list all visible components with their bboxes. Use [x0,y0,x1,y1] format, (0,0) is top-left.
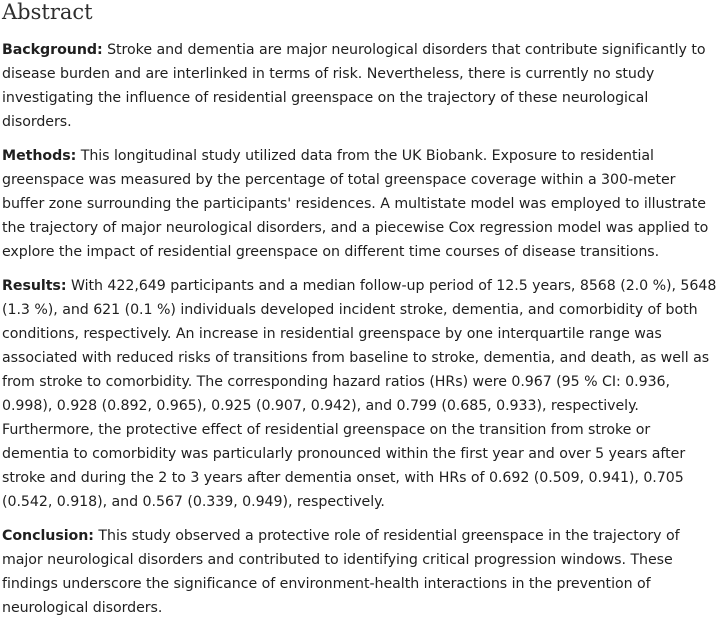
conclusion-label: Conclusion: [2,528,94,544]
results-label: Results: [2,278,67,294]
conclusion-text: This study observed a protective role of residential greenspace in the trajectory of major neurological disorders and contributed to identifying critical progression windows. These findings underscore the significance of environment-health interactions in the prevention of neurological disorders. [2,528,680,616]
results-paragraph [2,274,720,514]
methods-text: This longitudinal study utilized data from the UK Biobank. Exposure to residential greenspace was measured by the percentage of total greenspace coverage within a 300-meter buffer zone surrounding the participants' residences. A multistate model was employed to illustrate the trajectory of major neurological disorders, and a piecewise Cox regression model was applied to explore the impact of residential greenspace on different time courses of disease transitions. [2,148,709,260]
background-paragraph [2,38,720,134]
methods-paragraph [2,144,720,264]
background-label: Background: [2,42,103,58]
abstract-heading: Abstract [2,0,93,24]
conclusion-paragraph [2,524,720,620]
methods-label: Methods: [2,148,77,164]
results-text: With 422,649 participants and a median follow-up period of 12.5 years, 8568 (2.0 %), 5648 (1.3 %), and 621 (0.1 %) individuals developed incident stroke, dementia, and comorbidity of both conditions, respectively. An increase in residential greenspace by one interquartile range was associated with reduced risks of transitions from baseline to stroke, dementia, and death, as well as from stroke to comorbidity. The corresponding hazard ratios (HRs) were 0.967 (95 % CI: 0.936, 0.998), 0.928 (0.892, 0.965), 0.925 (0.907, 0.942), and 0.799 (0.685, 0.933), respectively. Furthermore, the protective effect of residential greenspace on the transition from stroke or dementia to comorbidity was particularly pronounced within the first year and over 5 years after stroke and during the 2 to 3 years after dementia onset, with HRs of 0.692 (0.509, 0.941), 0.705 (0.542, 0.918), and 0.567 (0.339, 0.949), respectively. [2,278,717,510]
background-text: Stroke and dementia are major neurological disorders that contribute significantly to disease burden and are interlinked in terms of risk. Nevertheless, there is currently no study investigating the influence of residential greenspace on the trajectory of these neurological disorders. [2,42,706,130]
